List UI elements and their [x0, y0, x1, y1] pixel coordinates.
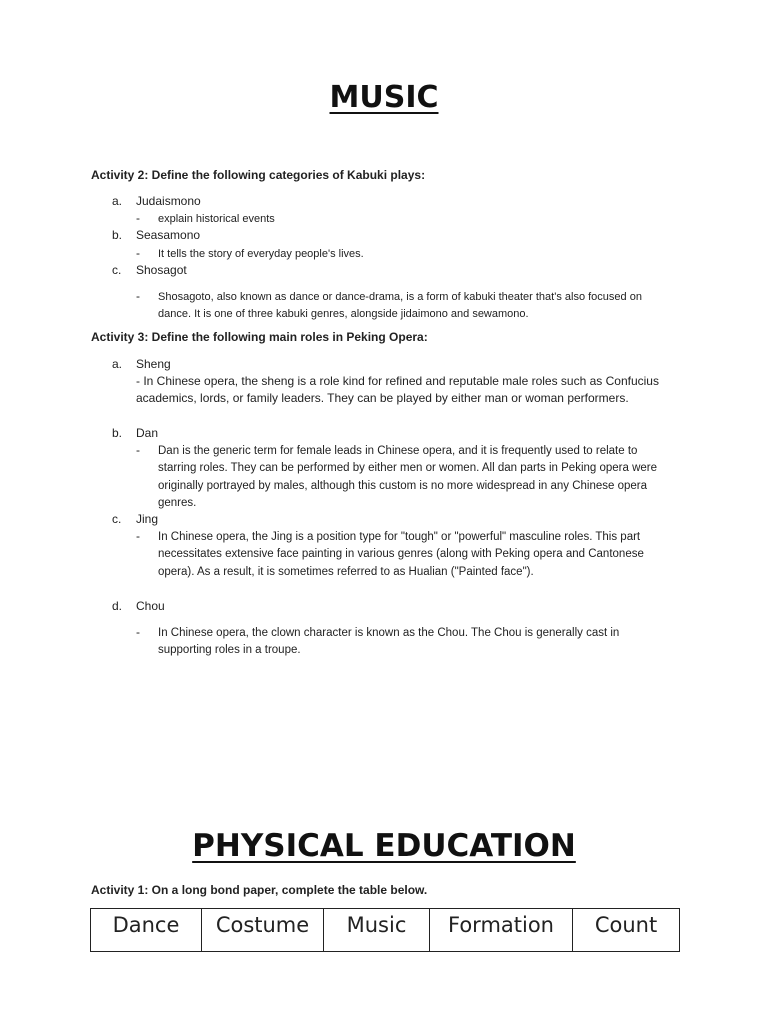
- role-definition: [136, 373, 681, 408]
- table-header-cell: Costume: [202, 909, 324, 952]
- pe-activity1-heading: Activity 1: On a long bond paper, complete the table below.: [91, 883, 428, 897]
- music-title-text: MUSIC: [329, 80, 439, 115]
- category-definition: It tells the story of everyday people's lives.: [158, 248, 364, 260]
- role-name: Chou: [136, 599, 165, 613]
- role-name: Sheng: [136, 357, 171, 371]
- category-name: Shosagot: [136, 263, 187, 277]
- pe-title: [0, 828, 768, 864]
- list-dash: -: [136, 246, 140, 260]
- table-header-row: [91, 909, 680, 952]
- list-dash: -: [136, 374, 140, 388]
- list-letter: c.: [112, 512, 122, 526]
- category-definition: Shosagoto, also known as dance or dance-drama, is a form of kabuki theater that's also focused on dance. It is one of three kabuki genres, alongside jidaimono and sewamono.: [158, 291, 642, 321]
- table-header-cell: Count: [573, 909, 680, 952]
- category-name: Judaismono: [136, 194, 201, 208]
- role-definition: Dan is the generic term for female leads in Chinese opera, and it is frequently used to relate to starring roles. They can be performed by either men or women. All dan parts in Peking opera were originally portrayed by males, although this custom is no more widespread in any Chinese opera genres.: [158, 445, 658, 509]
- list-letter: d.: [112, 599, 123, 613]
- pe-title-text: PHYSICAL EDUCATION: [192, 828, 576, 864]
- table-header-cell: Dance: [91, 909, 202, 952]
- role-definition: In Chinese opera, the Jing is a position type for "tough" or "powerful" masculine roles. This part necessitates extensive face painting in various genres (along with Peking opera and Cantonese opera). As a result, it is sometimes referred to as Hualian ("Painted face").: [158, 531, 644, 578]
- activity3-heading: Activity 3: Define the following main roles in Peking Opera:: [91, 330, 428, 344]
- role-definition-text: In Chinese opera, the sheng is a role kind for refined and reputable male roles such as Confucius academics, lords, or family leaders. They can be played by either man or woman performers.: [136, 374, 659, 406]
- list-letter: a.: [112, 357, 123, 371]
- category-definition: explain historical events: [158, 213, 275, 225]
- list-letter: b.: [112, 426, 123, 440]
- role-name: Jing: [136, 512, 159, 526]
- table-header-cell: Formation: [430, 909, 573, 952]
- list-letter: a.: [112, 194, 123, 208]
- activity2-heading: Activity 2: Define the following categories of Kabuki plays:: [91, 168, 426, 182]
- list-dash: -: [136, 529, 140, 543]
- role-definition: In Chinese opera, the clown character is known as the Chou. The Chou is generally cast in supporting roles in a troupe.: [158, 627, 620, 657]
- category-name: Seasamono: [136, 228, 201, 242]
- music-title: [0, 80, 768, 115]
- list-dash: -: [136, 625, 140, 639]
- list-letter: b.: [112, 228, 123, 242]
- table-header-cell: Music: [324, 909, 430, 952]
- role-name: Dan: [136, 426, 159, 440]
- list-dash: -: [136, 211, 140, 225]
- pe-table: [90, 908, 680, 952]
- list-dash: -: [136, 289, 140, 303]
- list-letter: c.: [112, 263, 122, 277]
- list-dash: -: [136, 443, 140, 457]
